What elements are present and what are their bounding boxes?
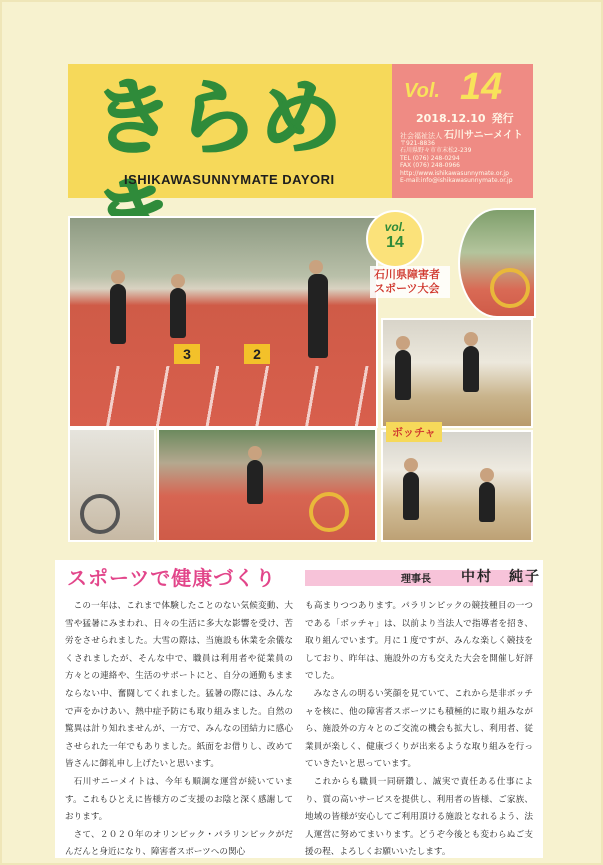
photo-track-race xyxy=(68,216,378,428)
paragraph: 石川サニーメイトは、今年も順調な運営が続いています。これもひとえに皆様方のご支援のお陰と深く感謝しております。 xyxy=(65,776,293,823)
organization-line xyxy=(400,126,523,141)
athlete-figure xyxy=(170,288,186,338)
author-name: 中村 純子 xyxy=(461,569,541,585)
badge-vol-number: 14 xyxy=(386,234,404,251)
athlete-figure xyxy=(247,460,263,504)
player-figure xyxy=(479,482,495,522)
article-body xyxy=(55,592,543,858)
wheelchair-wheel xyxy=(490,268,530,308)
article-column-right xyxy=(305,598,533,862)
website-url: http://www.ishikawasunnymate.or.jp xyxy=(400,169,509,177)
boccia-caption: ボッチャ xyxy=(386,422,442,442)
issue-date-value: 2018.12.10 xyxy=(416,112,486,125)
volume-badge xyxy=(366,210,424,268)
newsletter-subtitle: ISHIKAWASUNNYMATE DAYORI xyxy=(124,172,335,187)
participant-figure xyxy=(463,346,479,392)
newsletter-logo: きらめ xyxy=(92,70,345,166)
wheelchair-wheel xyxy=(80,494,120,534)
organization-prefix: 社会福祉法人 xyxy=(400,132,442,140)
title-block xyxy=(68,64,392,198)
photo-boccia xyxy=(381,430,533,542)
photo-wheelchair-athlete xyxy=(458,208,536,318)
badge-vol-label: vol. xyxy=(384,220,406,234)
wheelchair-wheel xyxy=(309,492,349,532)
paragraph: この一年は、これまで体験したことのない気候変動、大雪や猛暑にみまわれ、日々の生活に多大な影響を受け、苦労をさせられました。大雪の際は、当施設も休業を余儀なくされましたが、そんな中で、職員は利用者や従業員の方々との連絡や、生活のサポートにと、自分の通勤もままならない中、奮闘してくれました。猛暑の際には、みんなで声をかけあい、熱中症予防にも取り組みました。自然の驚異は計り知れませんが、一方で、みんなの団結力に感心させられた一年でもありました。紙面をお借りし、改めて皆さんに御礼申し上げたいと思います。 xyxy=(65,601,293,770)
athlete-figure xyxy=(308,274,328,358)
player-figure xyxy=(403,472,419,520)
article-header xyxy=(55,560,543,592)
event-caption: 石川県障害者 スポーツ大会 xyxy=(370,266,450,298)
paragraph: みなさんの明るい笑顔を見ていて、これから是非ボッチャを核に、他の障害者スポーツにも積極的に取り組みながら、施設外の方々とのご交流の機会も拡大し、利用者、従業員が楽しく、健康づくりが出来るような取り組みを行っていきたいと思っています。 xyxy=(305,688,533,770)
participant-figure xyxy=(395,350,411,400)
volume-number: 14 xyxy=(460,66,503,108)
author-role: 理事長 xyxy=(401,574,431,585)
postal-code: 〒921-8836 xyxy=(400,140,435,147)
masthead xyxy=(68,64,533,198)
track-lines xyxy=(70,366,376,426)
organization-name: 石川サニーメイト xyxy=(444,130,523,141)
telephone: TEL (076) 248-0294 xyxy=(400,154,460,162)
issue-date xyxy=(416,110,514,126)
paragraph: も高まりつつあります。パラリンピックの競技種目の一つである「ボッチャ」は、以前より当法人で指導者を招き、取り組んでいます。月に１度ですが、みんな楽しく競技をしており、昨年は、施設外の方も交えた大会を開催し好評でした。 xyxy=(305,601,533,682)
contact-info xyxy=(400,140,513,184)
article-title: スポーツで健康づくり xyxy=(67,566,277,590)
article-column-left xyxy=(65,598,293,862)
issue-info-block xyxy=(392,64,533,198)
lane-marker: 2 xyxy=(244,344,270,364)
issue-date-label: 発行 xyxy=(491,112,514,125)
address: 石川県野々市市末松2-239 xyxy=(400,147,472,155)
athlete-figure xyxy=(110,284,126,344)
photo-gymnasium xyxy=(381,318,533,428)
email-address: E-mail:info@ishikawasunnymate.or.jp xyxy=(400,177,513,185)
paragraph: これからも職員一同研鑽し、誠実で責任ある仕事により、質の高いサービスを提供し、利用者の皆様、ご家族、地域の皆様が安心してご利用頂ける施設となれるよう、法人運営に努めてまいります。どうぞ今後とも変わらぬご支援の程、よろしくお願いいたします。 xyxy=(305,776,533,858)
photo-track-wheelchairs xyxy=(157,428,377,542)
lane-marker: 3 xyxy=(174,344,200,364)
volume-label: Vol. xyxy=(404,80,440,102)
fax: FAX (076) 248-0966 xyxy=(400,162,460,170)
paragraph: さて、２０２０年のオリンピック・パラリンピックがだんだんと身近になり、障害者スポーツへの関心 xyxy=(65,829,293,858)
photo-wheelchair-participant xyxy=(68,428,156,542)
